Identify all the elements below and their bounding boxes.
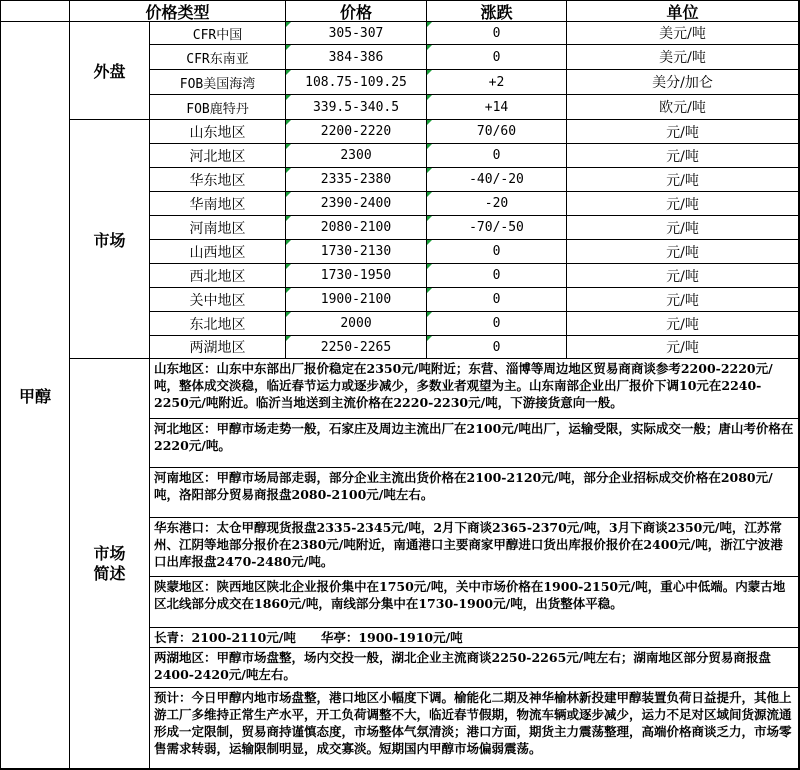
market-unit: 元/吨 xyxy=(567,264,799,288)
market-change: -70/-50 xyxy=(427,216,567,240)
market-unit: 元/吨 xyxy=(567,144,799,168)
market-price: 1730-2130 xyxy=(286,240,427,264)
commentary-paragraph-shandong: 山东地区：山东中东部出厂报价稳定在2350元/吨附近；东营、淄博等周边地区贸易商商谈参考2200-2220元/吨，整体成交淡稳，临近春节运力或逐步减少，多数业者观望为主。山东南部企业出厂报价下调10元在2240-2250元/吨附近。临沂当地送到主流价格在2220-2230元/吨，下游接货意向一般。 xyxy=(150,359,799,419)
market-region: 关中地区 xyxy=(150,288,286,312)
market-region: 山东地区 xyxy=(150,120,286,144)
commentary-paragraph-lianghu: 两湖地区：甲醇市场盘整，场内交投一般，湖北企业主流商谈2250-2265元/吨左右；湖南地区部分贸易商报盘2400-2420元/吨左右。 xyxy=(150,648,799,688)
commentary-paragraph-hebei: 河北地区：甲醇市场走势一般，石家庄及周边主流出厂在2100元/吨出厂，运输受限，实际成交一般；唐山考价格在2220元/吨。 xyxy=(150,419,799,468)
external-region: FOB鹿特丹 xyxy=(150,95,286,120)
market-price: 1900-2100 xyxy=(286,288,427,312)
market-unit: 元/吨 xyxy=(567,120,799,144)
market-region: 西北地区 xyxy=(150,264,286,288)
market-change: 0 xyxy=(427,144,567,168)
market-region: 河南地区 xyxy=(150,216,286,240)
external-price: 305-307 xyxy=(286,22,427,45)
market-price: 2000 xyxy=(286,312,427,336)
market-change: 0 xyxy=(427,264,567,288)
external-change: 0 xyxy=(427,45,567,70)
commentary-paragraph-henan: 河南地区：甲醇市场局部走弱，部分企业主流出货价格在2100-2120元/吨，部分企业招标成交价格在2080元/吨，洛阳部分贸易商报盘2080-2100元/吨左右。 xyxy=(150,468,799,518)
external-unit: 美分/加仑 xyxy=(567,70,799,95)
market-price: 2390-2400 xyxy=(286,192,427,216)
market-region: 华东地区 xyxy=(150,168,286,192)
external-price: 339.5-340.5 xyxy=(286,95,427,120)
market-change: 0 xyxy=(427,336,567,359)
header-price: 价格 xyxy=(286,1,427,22)
market-price: 2250-2265 xyxy=(286,336,427,359)
header-category: 价格类型 xyxy=(70,1,286,22)
external-region: CFR中国 xyxy=(150,22,286,45)
external-unit: 美元/吨 xyxy=(567,45,799,70)
market-price: 1730-1950 xyxy=(286,264,427,288)
commentary-paragraph-east-china-port: 华东港口：太仓甲醇现货报盘2335-2345元/吨，2月下商谈2365-2370元/吨，3月下商谈2350元/吨，江苏常州、江阴等地部分报价在2380元/吨附近，南通港口主要商家甲醇进口货出库报价报价在2400元/吨，浙江宁波港口出库报盘2470-2480元/吨。 xyxy=(150,518,799,577)
market-region: 两湖地区 xyxy=(150,336,286,359)
external-unit: 美元/吨 xyxy=(567,22,799,45)
market-unit: 元/吨 xyxy=(567,216,799,240)
market-change: 0 xyxy=(427,288,567,312)
market-unit: 元/吨 xyxy=(567,312,799,336)
external-price: 384-386 xyxy=(286,45,427,70)
commentary-label-line1: 市场 xyxy=(93,543,126,563)
market-price: 2080-2100 xyxy=(286,216,427,240)
market-price: 2300 xyxy=(286,144,427,168)
external-region: FOB美国海湾 xyxy=(150,70,286,95)
market-unit: 元/吨 xyxy=(567,288,799,312)
market-unit: 元/吨 xyxy=(567,192,799,216)
market-group-label: 市场 xyxy=(70,120,150,359)
market-region: 山西地区 xyxy=(150,240,286,264)
market-region: 河北地区 xyxy=(150,144,286,168)
market-unit: 元/吨 xyxy=(567,240,799,264)
external-change: +2 xyxy=(427,70,567,95)
product-label: 甲醇 xyxy=(1,22,70,769)
market-change: -20 xyxy=(427,192,567,216)
header-unit: 单位 xyxy=(567,1,799,22)
market-change: -40/-20 xyxy=(427,168,567,192)
external-region: CFR东南亚 xyxy=(150,45,286,70)
market-unit: 元/吨 xyxy=(567,168,799,192)
market-change: 0 xyxy=(427,240,567,264)
market-change: 70/60 xyxy=(427,120,567,144)
commentary-label xyxy=(70,359,150,769)
external-change: +14 xyxy=(427,95,567,120)
market-region: 东北地区 xyxy=(150,312,286,336)
commentary-paragraph-shaanxi-mongolia: 陕蒙地区：陕西地区陕北企业报价集中在1750元/吨，关中市场价格在1900-2150元/吨，重心中低端。内蒙古地区北线部分成交在1860元/吨，南线部分集中在1730-1900元/吨，出货整体平稳。 xyxy=(150,577,799,628)
market-price: 2335-2380 xyxy=(286,168,427,192)
external-unit: 欧元/吨 xyxy=(567,95,799,120)
commentary-label-line2: 简述 xyxy=(93,563,126,583)
commentary-paragraph-changqing-huating: 长青：2100-2110元/吨 华亭：1900-1910元/吨 xyxy=(150,628,799,648)
header-blank-cell xyxy=(1,1,70,22)
external-price: 108.75-109.25 xyxy=(286,70,427,95)
commentary-paragraph-forecast: 预计：今日甲醇内地市场盘整，港口地区小幅度下调。榆能化二期及神华榆林新投建甲醇装置负荷日益提升，其他上游工厂多维持正常生产水平，开工负荷调整不大，临近春节假期，物流车辆或逐步减少，运力不足对区域间货源流通形成一定限制，贸易商持谨慎态度，市场整体气氛清淡；港口方面，期货主力震荡整理，高端价格商谈乏力，市场零售需求转弱，运输限制明显，成交寡淡。短期国内甲醇市场偏弱震荡。 xyxy=(150,688,799,769)
external-change: 0 xyxy=(427,22,567,45)
header-change: 涨跌 xyxy=(427,1,567,22)
market-change: 0 xyxy=(427,312,567,336)
external-group-label: 外盘 xyxy=(70,22,150,120)
market-unit: 元/吨 xyxy=(567,336,799,359)
market-price: 2200-2220 xyxy=(286,120,427,144)
market-region: 华南地区 xyxy=(150,192,286,216)
